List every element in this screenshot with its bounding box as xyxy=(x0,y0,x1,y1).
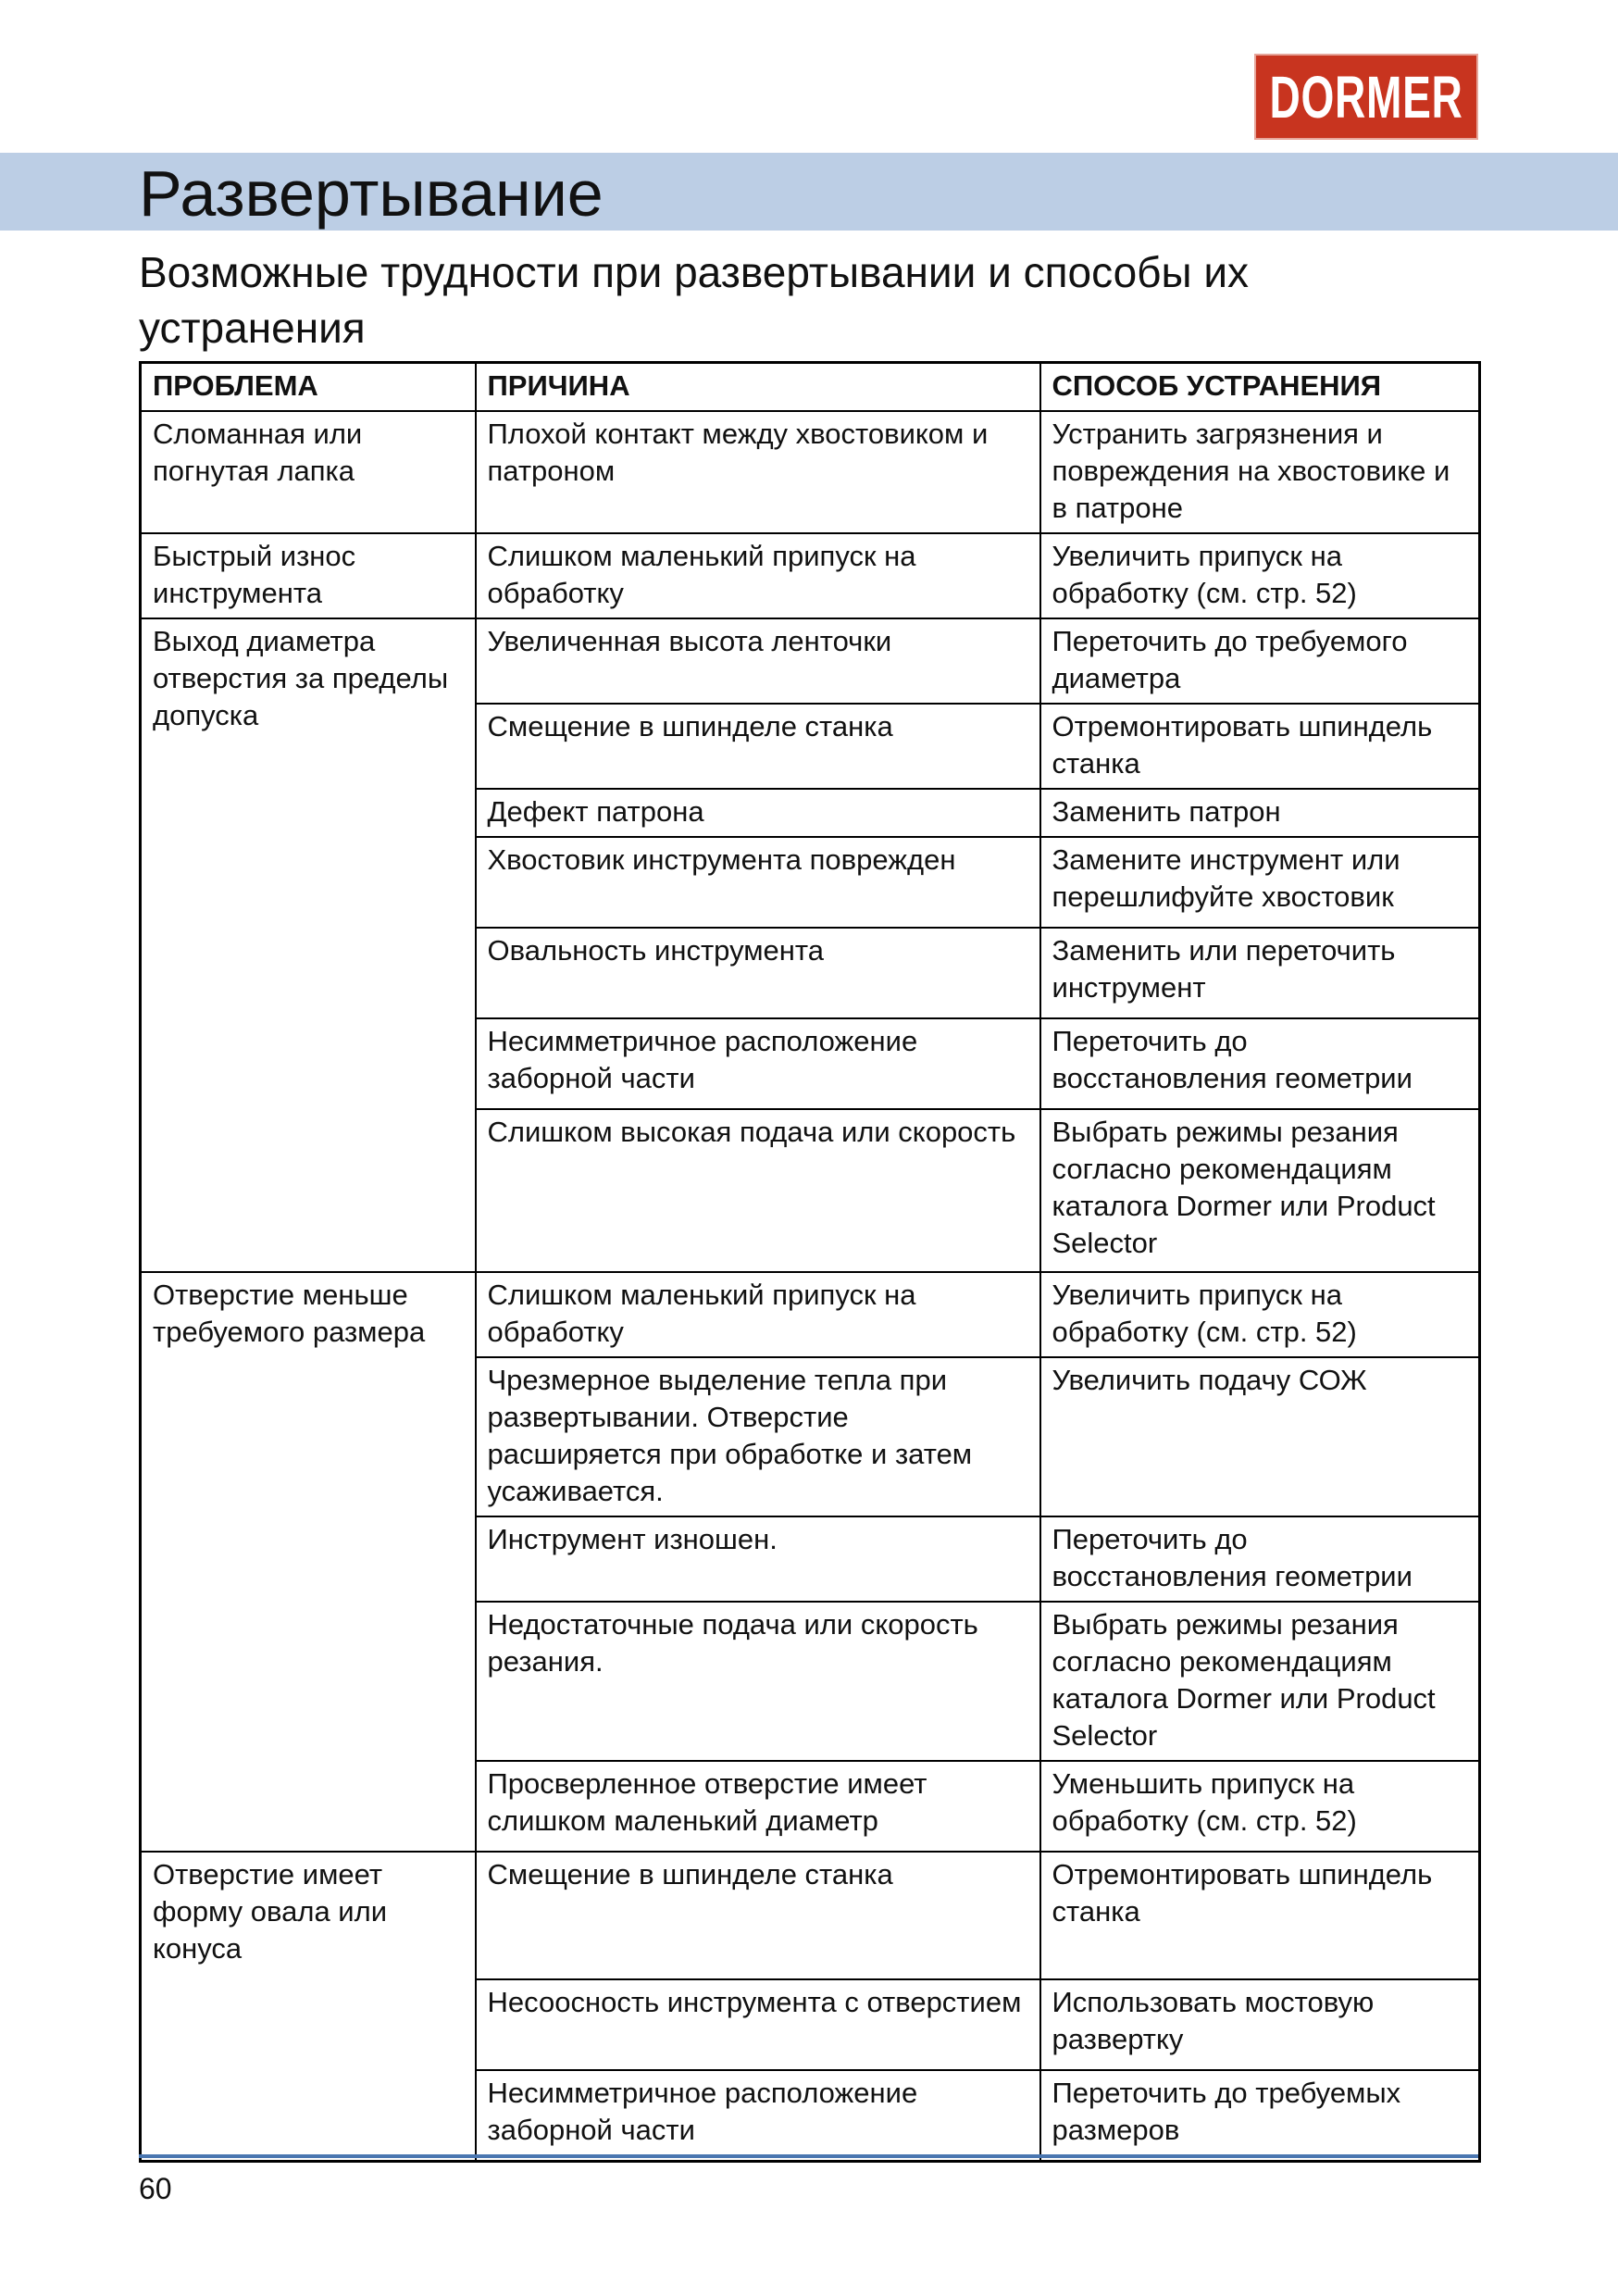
cause-cell: Слишком маленький припуск на обработку xyxy=(476,1272,1040,1357)
page-title: Развертывание xyxy=(139,157,604,230)
cause-cell: Просверленное отверстие имеет слишком маленький диаметр xyxy=(476,1761,1040,1852)
dormer-logo xyxy=(1256,56,1476,138)
logo-text: DORMER xyxy=(1269,63,1463,131)
page-number: 60 xyxy=(139,2172,172,2205)
cause-cell: Хвостовик инструмента поврежден xyxy=(476,837,1040,928)
problem-cell: Сломанная или погнутая лапка xyxy=(141,411,476,533)
remedy-cell: Переточить до восстановления геометрии xyxy=(1040,1018,1480,1109)
remedy-cell: Отремонтировать шпиндель станка xyxy=(1040,704,1480,789)
cause-cell: Овальность инструмента xyxy=(476,928,1040,1018)
remedy-cell: Устранить загрязнения и повреждения на хвостовике и в патроне xyxy=(1040,411,1480,533)
cause-cell: Чрезмерное выделение тепла при развертывании. Отверстие расширяется при обработке и затем усаживается. xyxy=(476,1357,1040,1516)
remedy-cell: Использовать мостовую развертку xyxy=(1040,1979,1480,2070)
remedy-cell: Уменьшить припуск на обработку (см. стр. 52) xyxy=(1040,1761,1480,1852)
cause-cell: Недостаточные подача или скорость резания. xyxy=(476,1602,1040,1761)
remedy-cell: Увеличить припуск на обработку (см. стр. 52) xyxy=(1040,533,1480,618)
remedy-cell: Переточить до требуемых размеров xyxy=(1040,2070,1480,2161)
cause-cell: Смещение в шпинделе станка xyxy=(476,704,1040,789)
remedy-cell: Переточить до восстановления геометрии xyxy=(1040,1516,1480,1602)
cause-cell: Слишком маленький припуск на обработку xyxy=(476,533,1040,618)
remedy-cell: Увеличить припуск на обработку (см. стр. 52) xyxy=(1040,1272,1480,1357)
header-remedy: СПОСОБ УСТРАНЕНИЯ xyxy=(1040,363,1480,412)
remedy-cell: Замените инструмент или перешлифуйте хвостовик xyxy=(1040,837,1480,928)
problem-cell: Быстрый износ инструмента xyxy=(141,533,476,618)
cause-cell: Несоосность инструмента с отверстием xyxy=(476,1979,1040,2070)
table-row xyxy=(141,1272,1480,1357)
problem-cell: Отверстие имеет форму овала или конуса xyxy=(141,1852,476,2161)
remedy-cell: Заменить патрон xyxy=(1040,789,1480,837)
cause-cell: Увеличенная высота ленточки xyxy=(476,618,1040,704)
table-header-row xyxy=(141,363,1480,412)
problem-cell: Выход диаметра отверстия за пределы допуска xyxy=(141,618,476,1272)
footer-rule xyxy=(139,2154,1478,2158)
remedy-cell: Увеличить подачу СОЖ xyxy=(1040,1357,1480,1516)
cause-cell: Смещение в шпинделе станка xyxy=(476,1852,1040,1979)
remedy-cell: Отремонтировать шпиндель станка xyxy=(1040,1852,1480,1979)
remedy-cell: Выбрать режимы резания согласно рекомендациям каталога Dormer или Product Selector xyxy=(1040,1602,1480,1761)
header-cause: ПРИЧИНА xyxy=(476,363,1040,412)
table-row xyxy=(141,1852,1480,1979)
cause-cell: Плохой контакт между хвостовиком и патроном xyxy=(476,411,1040,533)
cause-cell: Слишком высокая подача или скорость xyxy=(476,1109,1040,1272)
cause-cell: Дефект патрона xyxy=(476,789,1040,837)
table-row xyxy=(141,411,1480,533)
cause-cell: Несимметричное расположение заборной части xyxy=(476,1018,1040,1109)
table-body xyxy=(141,411,1480,2161)
table-row xyxy=(141,533,1480,618)
cause-cell: Инструмент изношен. xyxy=(476,1516,1040,1602)
problem-cell: Отверстие меньше требуемого размера xyxy=(141,1272,476,1852)
remedy-cell: Переточить до требуемого диаметра xyxy=(1040,618,1480,704)
header-problem: ПРОБЛЕМА xyxy=(141,363,476,412)
troubleshooting-table xyxy=(139,361,1481,2163)
page-subtitle: Возможные трудности при развертывании и способы их устранения xyxy=(139,248,1250,352)
remedy-cell: Выбрать режимы резания согласно рекомендациям каталога Dormer или Product Selector xyxy=(1040,1109,1480,1272)
table-row xyxy=(141,618,1480,704)
remedy-cell: Заменить или переточить инструмент xyxy=(1040,928,1480,1018)
cause-cell: Несимметричное расположение заборной части xyxy=(476,2070,1040,2161)
